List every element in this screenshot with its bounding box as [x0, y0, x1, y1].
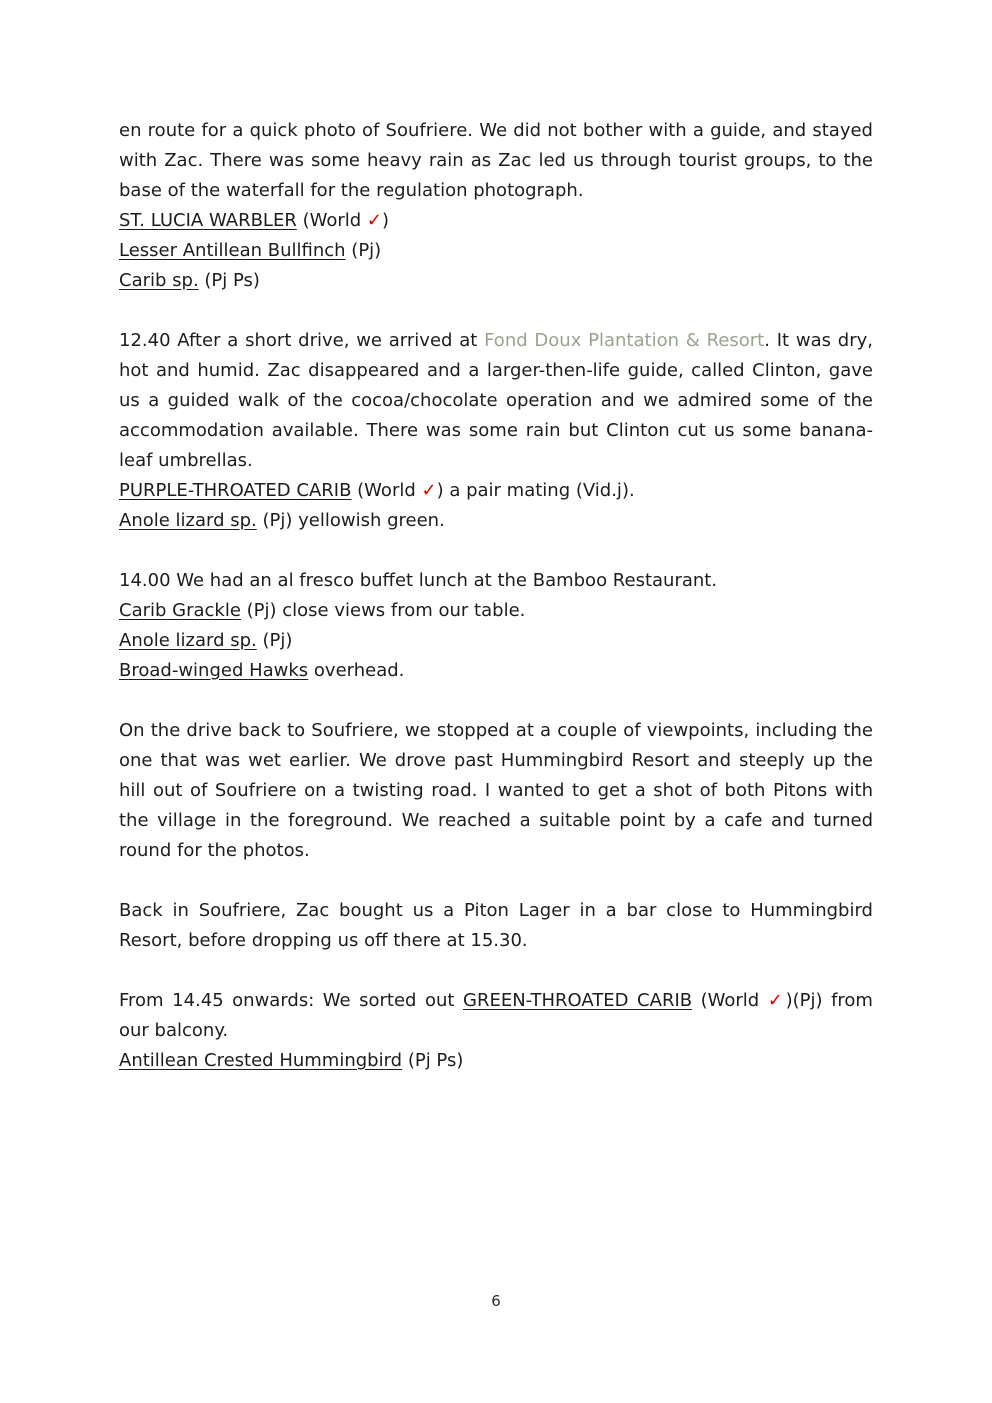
- species-line-carib-grackle: [119, 596, 873, 626]
- species-line-lesser-antillean-bullfinch: [119, 236, 873, 266]
- body-text: On the drive back to Soufriere, we stopped at a couple of viewpoints, including the one that was wet earlier. We drove past Hummingbird Resort and steeply up the hill out of Soufriere on a twisting road. I wanted to get a shot of both Pitons with the village in the foreground. We reached a suitable point by a cafe and turned round for the photos.: [119, 720, 873, 861]
- world-tick-icon: ✓: [421, 480, 437, 501]
- world-tick-icon: ✓: [366, 210, 382, 231]
- paragraph-drive-back: [119, 716, 873, 866]
- species-name: GREEN-THROATED CARIB: [463, 990, 693, 1011]
- body-text: 14.00 We had an al fresco buffet lunch at the Bamboo Restaurant.: [119, 570, 718, 591]
- species-name: Antillean Crested Hummingbird: [119, 1050, 403, 1071]
- page-number: 6: [491, 1292, 501, 1310]
- species-detail: (Pj): [256, 630, 293, 651]
- body-text: From 14.45 onwards: We sorted out: [119, 990, 463, 1011]
- world-tick-icon: ✓: [767, 990, 786, 1011]
- species-name: Carib sp.: [119, 270, 199, 291]
- species-line-st-lucia-warbler: [119, 206, 873, 236]
- species-line-purple-throated-carib: [119, 476, 873, 506]
- species-name: Carib Grackle: [119, 600, 241, 621]
- species-line-antillean-crested-hummingbird: [119, 1046, 873, 1076]
- species-name: Broad-winged Hawks: [119, 660, 309, 681]
- paragraph-piton-lager: [119, 896, 873, 956]
- species-name: Anole lizard sp.: [119, 630, 257, 651]
- body-text: (World: [692, 990, 768, 1011]
- species-name: Anole lizard sp.: [119, 510, 257, 531]
- species-detail: ): [382, 210, 390, 231]
- species-name: Lesser Antillean Bullfinch: [119, 240, 346, 261]
- species-line-broad-winged-hawks: [119, 656, 873, 686]
- body-text: Back in Soufriere, Zac bought us a Piton Lager in a bar close to Hummingbird Resort, before dropping us off there at 15.30.: [119, 900, 873, 951]
- species-detail: (Pj Ps): [402, 1050, 464, 1071]
- body-text: 12.40 After a short drive, we arrived at: [119, 330, 485, 351]
- paragraph-soufriere-photo: [119, 116, 873, 206]
- body-text: )(Pj) from our balcony.: [119, 990, 873, 1041]
- body-text: en route for a quick photo of Soufriere. We did not bother with a guide, and stayed with Zac. There was some heavy rain as Zac led us through tourist groups, to the base of the waterfall for the regulation photograph.: [119, 120, 873, 201]
- species-detail: ) a pair mating (Vid.j).: [436, 480, 635, 501]
- paragraph-fond-doux: [119, 326, 873, 476]
- species-detail: (Pj) yellowish green.: [256, 510, 445, 531]
- species-name: PURPLE-THROATED CARIB: [119, 480, 352, 501]
- page-content: [119, 116, 873, 1076]
- species-detail: (World: [351, 480, 422, 501]
- species-detail: (Pj): [345, 240, 382, 261]
- body-text: . It was dry, hot and humid. Zac disappeared and a larger-then-life guide, called Clinton, gave us a guided walk of the cocoa/chocolate operation and we admired some of the accommodation available. There was some rain but Clinton cut us some banana-leaf umbrellas.: [119, 330, 873, 471]
- paragraph-lunch: [119, 566, 873, 596]
- species-detail: (Pj Ps): [198, 270, 260, 291]
- species-line-anole-lizard-2: [119, 626, 873, 656]
- species-name: ST. LUCIA WARBLER: [119, 210, 297, 231]
- species-detail: (World: [296, 210, 367, 231]
- paragraph-from-1445: [119, 986, 873, 1046]
- species-line-carib-sp: [119, 266, 873, 296]
- species-line-anole-lizard-1: [119, 506, 873, 536]
- species-detail: (Pj) close views from our table.: [240, 600, 526, 621]
- species-detail: overhead.: [308, 660, 405, 681]
- resort-name: Fond Doux Plantation & Resort: [484, 330, 765, 351]
